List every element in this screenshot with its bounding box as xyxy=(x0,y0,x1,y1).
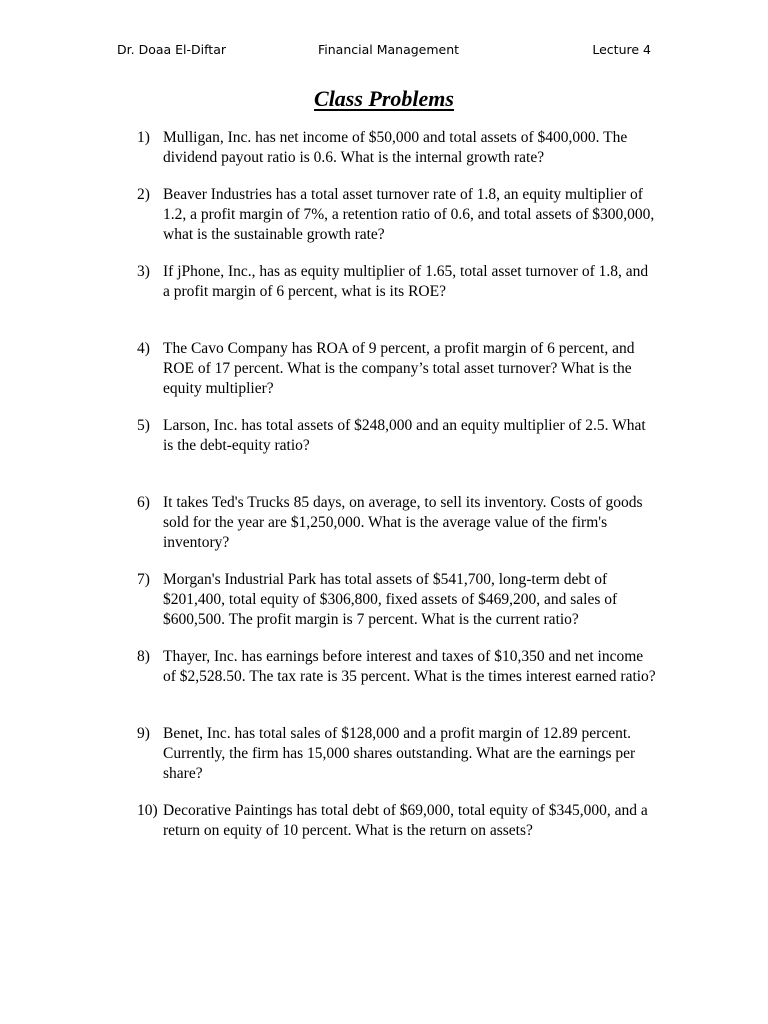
problem-text: Mulligan, Inc. has net income of $50,000 and total assets of $400,000. The dividend payout ratio is 0.6. What is the internal growth rate? xyxy=(163,129,628,166)
problem-item-6 xyxy=(137,493,657,553)
problem-item-9 xyxy=(137,724,657,784)
problem-text: It takes Ted's Trucks 85 days, on average, to sell its inventory. Costs of goods sold for the year are $1,250,000. What is the average value of the firm's inventory? xyxy=(163,494,643,551)
header-lecture: Lecture 4 xyxy=(592,42,651,57)
header-course: Financial Management xyxy=(318,42,460,57)
problem-text: The Cavo Company has ROA of 9 percent, a profit margin of 6 percent, and ROE of 17 percent. What is the company’s total asset turnover? What is the equity multiplier? xyxy=(163,340,635,397)
problem-number: 8) xyxy=(137,648,150,665)
running-header xyxy=(117,42,651,60)
problem-text: Morgan's Industrial Park has total assets of $541,700, long-term debt of $201,400, total equity of $306,800, fixed assets of $469,200, and sales of $600,500. The profit margin is 7 percent. What is the current ratio? xyxy=(163,571,618,628)
problem-number: 9) xyxy=(137,725,150,742)
problem-number: 10) xyxy=(137,802,158,819)
problem-number: 2) xyxy=(137,186,150,203)
problem-text: If jPhone, Inc., has as equity multiplier of 1.65, total asset turnover of 1.8, and a profit margin of 6 percent, what is its ROE? xyxy=(163,263,649,300)
problem-text: Larson, Inc. has total assets of $248,000 and an equity multiplier of 2.5. What is the debt-equity ratio? xyxy=(163,417,646,454)
problem-item-5 xyxy=(137,416,657,456)
problem-number: 4) xyxy=(137,340,150,357)
page-title: Class Problems xyxy=(314,86,454,111)
problem-number: 6) xyxy=(137,494,150,511)
problem-item-2 xyxy=(137,185,657,245)
problem-text: Thayer, Inc. has earnings before interest and taxes of $10,350 and net income of $2,528.50. The tax rate is 35 percent. What is the times interest earned ratio? xyxy=(163,648,656,685)
header-author: Dr. Doaa El-Diftar xyxy=(117,42,226,57)
problem-item-10 xyxy=(137,801,657,841)
problem-text: Beaver Industries has a total asset turnover rate of 1.8, an equity multiplier of 1.2, a profit margin of 7%, a retention ratio of 0.6, and total assets of $300,000, what is the sustainable growth rate? xyxy=(163,186,655,243)
problem-item-4 xyxy=(137,339,657,399)
problem-text: Benet, Inc. has total sales of $128,000 and a profit margin of 12.89 percent. Currently, the firm has 15,000 shares outstanding. What are the earnings per share? xyxy=(163,725,636,782)
problem-item-7 xyxy=(137,570,657,630)
problem-item-3 xyxy=(137,262,657,302)
problem-number: 7) xyxy=(137,571,150,588)
problem-number: 1) xyxy=(137,129,150,146)
problem-item-1 xyxy=(137,128,657,168)
problem-number: 3) xyxy=(137,263,150,280)
problem-number: 5) xyxy=(137,417,150,434)
problem-list xyxy=(137,128,657,841)
problem-item-8 xyxy=(137,647,657,687)
problem-text: Decorative Paintings has total debt of $69,000, total equity of $345,000, and a return on equity of 10 percent. What is the return on assets? xyxy=(163,802,648,839)
